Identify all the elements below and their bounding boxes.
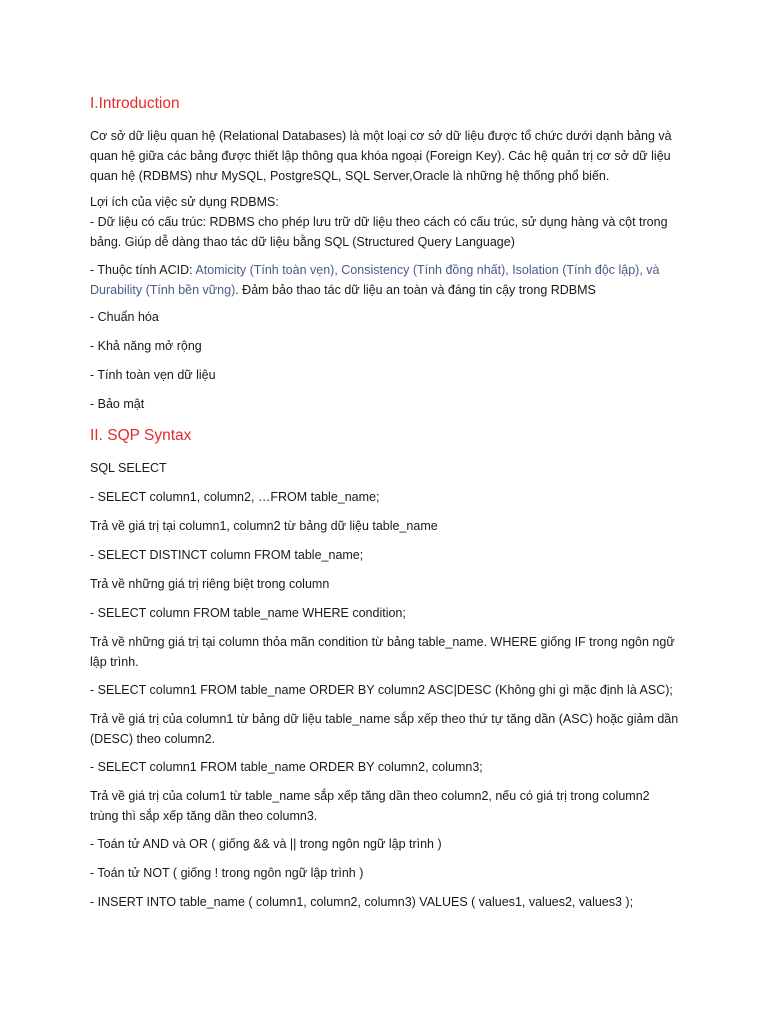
- syntax-item: - Toán tử NOT ( giống ! trong ngôn ngữ lập trình ): [90, 866, 364, 880]
- bullet-integrity: - Tính toàn vẹn dữ liệu: [90, 368, 216, 382]
- bullet-scalability: - Khả năng mở rộng: [90, 339, 202, 353]
- intro-line: quan hệ giữa các bảng được thiết lập thông qua khóa ngoại (Foreign Key). Các hệ quản trị cơ sở dữ liệu: [90, 149, 671, 163]
- structured-data-line: bảng. Giúp dễ dàng thao tác dữ liệu bằng SQL (Structured Query Language): [90, 235, 515, 249]
- benefits-paragraph: [90, 192, 690, 252]
- syntax-item: - SELECT column1, column2, …FROM table_name;: [90, 490, 380, 504]
- sql-syntax-heading: II. SQP Syntax: [90, 427, 192, 444]
- acid-prefix: - Thuộc tính ACID:: [90, 263, 196, 277]
- description-line: trùng thì sắp xếp tăng dần theo column3.: [90, 809, 318, 823]
- acid-suffix: . Đảm bảo thao tác dữ liệu an toàn và đáng tin cậy trong RDBMS: [235, 283, 596, 297]
- description-line: lập trình.: [90, 655, 139, 669]
- syntax-item: - INSERT INTO table_name ( column1, column2, column3) VALUES ( values1, values2, values3 );: [90, 895, 634, 909]
- acid-paragraph: [90, 260, 690, 300]
- syntax-description: [90, 632, 690, 672]
- introduction-heading: I.Introduction: [90, 95, 180, 112]
- syntax-item: - Toán tử AND và OR ( giống && và || trong ngôn ngữ lập trình ): [90, 837, 442, 851]
- benefits-heading: Lợi ích của việc sử dụng RDBMS:: [90, 195, 279, 209]
- bullet-normalization: - Chuẩn hóa: [90, 310, 159, 324]
- syntax-description: Trả về những giá trị riêng biệt trong column: [90, 577, 330, 591]
- intro-paragraph: [90, 126, 690, 186]
- description-line: Trả về giá trị của colum1 từ table_name sắp xếp tăng dần theo column2, nếu có giá trị trong column2: [90, 789, 650, 803]
- acid-line: [90, 260, 690, 280]
- description-line: Trả về những giá trị tại column thỏa mãn condition từ bảng table_name. WHERE giống IF trong ngôn ngữ: [90, 635, 675, 649]
- bullet-security: - Bảo mật: [90, 397, 145, 411]
- structured-data-line: - Dữ liệu có cấu trúc: RDBMS cho phép lưu trữ dữ liệu theo cách có cấu trúc, sử dụng hàng và cột trong: [90, 215, 668, 229]
- acid-terms: Durability (Tính bền vững): [90, 283, 236, 297]
- acid-line: [90, 280, 690, 300]
- syntax-description: [90, 709, 690, 749]
- syntax-description: [90, 786, 690, 826]
- acid-terms: Atomicity (Tính toàn vẹn), Consistency (Tính đồng nhất), Isolation (Tính độc lập), và: [195, 263, 660, 277]
- syntax-item: - SELECT DISTINCT column FROM table_name;: [90, 548, 364, 562]
- syntax-description: Trả về giá trị tại column1, column2 từ bảng dữ liệu table_name: [90, 519, 438, 533]
- description-line: (DESC) theo column2.: [90, 732, 216, 746]
- syntax-item: - SELECT column1 FROM table_name ORDER BY column2 ASC|DESC (Không ghi gì mặc định là ASC);: [90, 683, 673, 697]
- syntax-item: - SELECT column FROM table_name WHERE condition;: [90, 606, 406, 620]
- intro-line: Cơ sở dữ liệu quan hệ (Relational Databases) là một loại cơ sở dữ liệu được tổ chức dưới dạnh bảng và: [90, 129, 672, 143]
- document-page: [90, 0, 690, 1024]
- description-line: Trả về giá trị của column1 từ bảng dữ liệu table_name sắp xếp theo thứ tự tăng dần (ASC) hoặc giảm dần: [90, 712, 679, 726]
- sql-select-label: SQL SELECT: [90, 461, 167, 475]
- syntax-item: - SELECT column1 FROM table_name ORDER BY column2, column3;: [90, 760, 483, 774]
- intro-line: quan hệ (RDBMS) như MySQL, PostgreSQL, SQL Server,Oracle là những hệ thống phổ biến.: [90, 169, 610, 183]
